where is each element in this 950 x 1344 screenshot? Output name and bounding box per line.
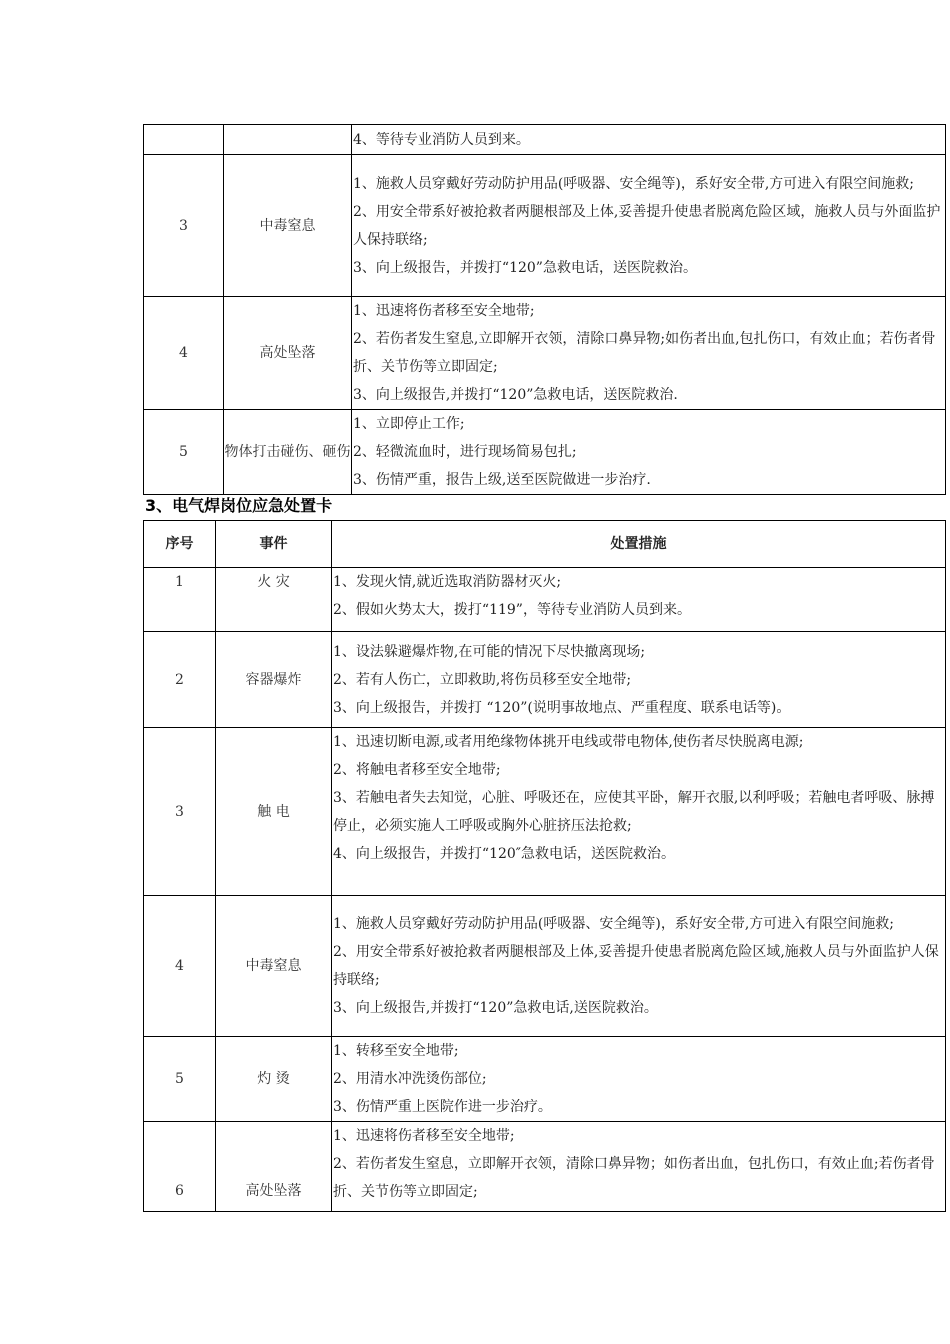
measure-line: 1、迅速切断电源,或者用绝缘物体挑开电线或带电物体,使伤者尽快脱离电源; [333, 734, 804, 750]
measures-cell [332, 896, 946, 1037]
measure-line: 2、将触电者移至安全地带; [333, 762, 501, 778]
header-number: 序号 [144, 521, 216, 568]
event-name [224, 125, 352, 155]
measure-line: 2、若有人伤亡，立即救助,将伤员移至安全地带; [333, 671, 632, 688]
event-name: 火 灾 [216, 568, 332, 632]
measure-line: 1、迅速将伤者移至安全地带; [333, 1128, 515, 1144]
measure-line: 1、施救人员穿戴好劳动防护用品(呼吸器、安全绳等)，系好安全带,方可进入有限空间施救; [333, 916, 894, 932]
row-number: 4 [144, 297, 224, 410]
section-title: 3、电气焊岗位应急处置卡 [145, 496, 333, 515]
event-name: 物体打击碰伤、砸伤 [224, 410, 352, 495]
table-row [144, 568, 946, 632]
measures-cell [332, 568, 946, 632]
event-name: 触 电 [216, 728, 332, 896]
table-row [144, 1037, 946, 1122]
table-row [144, 410, 946, 495]
measure-line: 1、转移至安全地带; [333, 1043, 459, 1059]
table-row [144, 155, 946, 297]
event-name: 容器爆炸 [216, 632, 332, 728]
header-measures: 处置措施 [332, 521, 946, 568]
measure-line: 3、向上级报告，并拨打 “120”(说明事故地点、严重程度、联系电话等)。 [333, 699, 791, 716]
measure-line: 1、发现火情,就近选取消防器材灭火; [333, 574, 562, 590]
measure-line: 2、若伤者发生窒息,立即解开衣领，清除口鼻异物;如伤者出血,包扎伤口，有效止血；若伤者骨折、关节伤等立即固定; [353, 331, 936, 375]
row-number: 5 [144, 1037, 216, 1122]
table-header-row [144, 521, 946, 568]
row-number: 3 [144, 728, 216, 896]
measures-cell [352, 125, 946, 155]
table-row [144, 1122, 946, 1212]
table-row [144, 297, 946, 410]
measure-line: 4、向上级报告，并拨打“120″急救电话，送医院救治。 [333, 846, 676, 862]
measure-line: 2、用安全带系好被抢救者两腿根部及上体,妥善提升使患者脱离危险区域，施救人员与外面监护人保持联络; [353, 203, 941, 248]
event-name: 灼 烫 [216, 1037, 332, 1122]
event-name: 中毒窒息 [216, 896, 332, 1037]
measures-cell [332, 1037, 946, 1122]
measure-line: 4、等待专业消防人员到来。 [353, 131, 530, 148]
measure-line: 2、假如火势太大，拨打“119”，等待专业消防人员到来。 [333, 602, 691, 618]
measure-line: 1、立即停止工作; [353, 416, 465, 432]
table-row [144, 632, 946, 728]
table-row [144, 125, 946, 155]
row-number: 1 [144, 568, 216, 632]
measures-cell [352, 297, 946, 410]
emergency-table-continued [143, 124, 946, 495]
measure-line: 2、用安全带系好被抢救者两腿根部及上体,妥善提升使患者脱离危险区域,施救人员与外面监护人保持联络; [333, 944, 939, 988]
measure-line: 1、设法躲避爆炸物,在可能的情况下尽快撤离现场; [333, 643, 646, 660]
welding-emergency-table [143, 520, 946, 1212]
row-number [144, 125, 224, 155]
row-number: 6 [144, 1122, 216, 1212]
row-number: 3 [144, 155, 224, 297]
measures-cell [332, 1122, 946, 1212]
measure-line: 2、若伤者发生窒息，立即解开衣领，清除口鼻异物；如伤者出血，包扎伤口，有效止血;若伤者骨折、关节伤等立即固定; [333, 1156, 935, 1200]
measures-cell [332, 728, 946, 896]
measures-cell [332, 632, 946, 728]
measures-cell [352, 155, 946, 297]
measure-line: 3、若触电者失去知觉，心脏、呼吸还在，应使其平卧，解开衣服,以利呼吸；若触电者呼吸、脉搏停止，必须实施人工呼吸或胸外心脏挤压法抢救; [333, 790, 935, 834]
row-number: 4 [144, 896, 216, 1037]
measure-line: 3、向上级报告,并拨打“120”急救电话，送医院救治. [353, 387, 678, 403]
measure-line: 3、伤情严重上医院作进一步治疗。 [333, 1099, 552, 1115]
measure-line: 3、向上级报告，并拨打“120”急救电话，送医院救治。 [353, 259, 697, 276]
row-number: 5 [144, 410, 224, 495]
event-name: 高处坠落 [216, 1122, 332, 1212]
row-number: 2 [144, 632, 216, 728]
event-name: 高处坠落 [224, 297, 352, 410]
measures-cell [352, 410, 946, 495]
measure-line: 1、迅速将伤者移至安全地带; [353, 303, 535, 319]
table-row [144, 728, 946, 896]
measure-line: 3、向上级报告,并拨打“120”急救电话,送医院救治。 [333, 1000, 658, 1016]
measure-line: 1、施救人员穿戴好劳动防护用品(呼吸器、安全绳等)，系好安全带,方可进入有限空间施救; [353, 175, 914, 192]
measure-line: 3、伤情严重，报告上级,送至医院做进一步治疗. [353, 472, 651, 488]
header-event: 事件 [216, 521, 332, 568]
event-name: 中毒窒息 [224, 155, 352, 297]
measure-line: 2、用清水冲洗烫伤部位; [333, 1071, 487, 1087]
measure-line: 2、轻微流血时，进行现场简易包扎; [353, 444, 577, 460]
table-row [144, 896, 946, 1037]
